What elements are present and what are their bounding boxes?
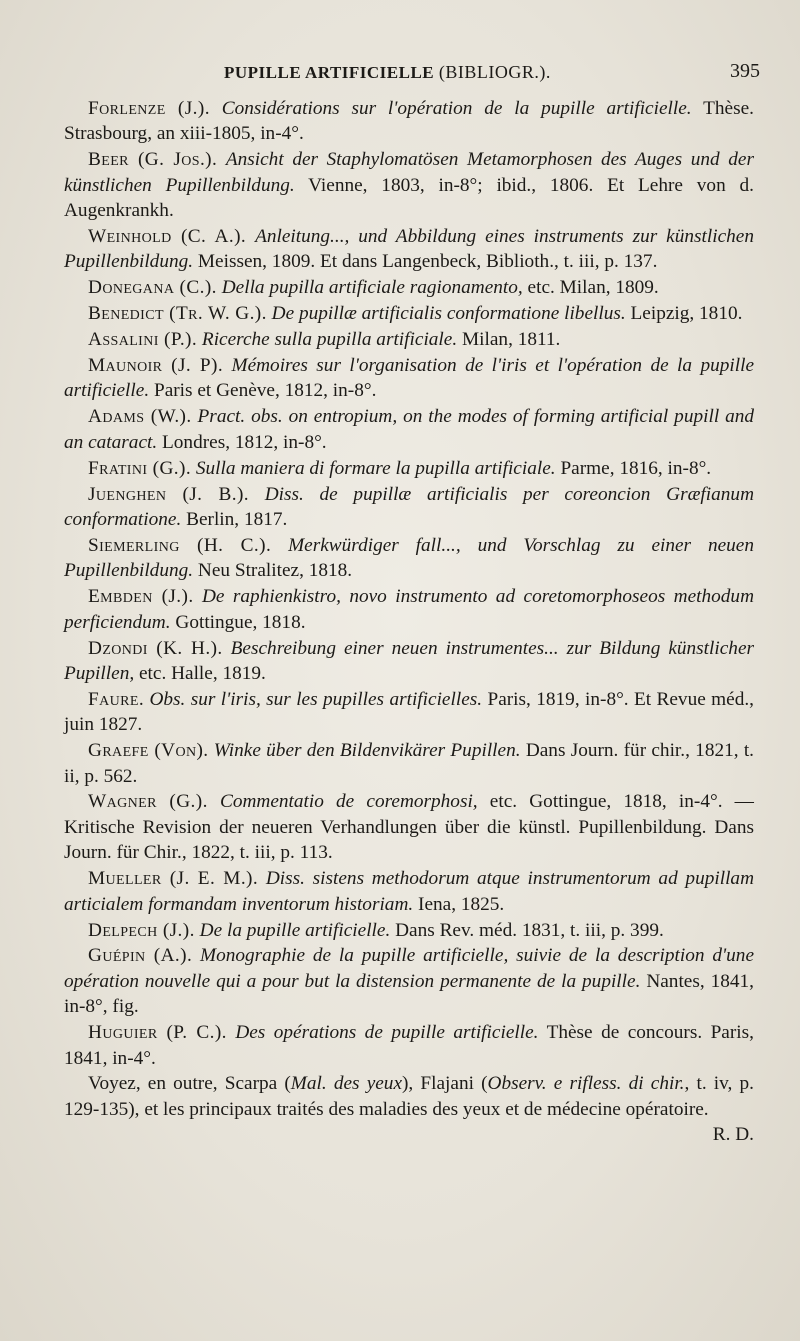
bibliography-entry: [64, 275, 754, 300]
bibliography-entry: [64, 584, 754, 635]
entry-details: Dans Journ. für chir., 1821, t. ii, p. 562.: [64, 740, 754, 787]
bibliography-entry: [64, 301, 754, 326]
bibliography-entry: [64, 943, 754, 1019]
entry-author: Juenghen (J. B.).: [88, 483, 250, 505]
entry-title: De raphienkistro, novo instrumento ad coretomorphoseos methodum perficiendum.: [64, 586, 755, 633]
entry-author: Wagner (G.).: [88, 791, 208, 813]
entry-author: Dzondi (K. H.).: [88, 637, 223, 659]
entry-details: Milan, 1811.: [462, 329, 561, 351]
entry-title: Commentatio de coremorphosi,: [219, 791, 478, 813]
entry-author: Guépin (A.).: [88, 945, 193, 967]
bibliography-entry: [64, 456, 754, 481]
entry-author: Beer (G. Jos.).: [88, 149, 218, 171]
entry-author: Maunoir (J. P).: [88, 355, 224, 377]
entry-title: Monographie de la pupille artificielle, suivie de la description d'une opération nouvelle qui a pour but la distension permanente de la pupille.: [64, 945, 754, 992]
bibliography-entry: [64, 533, 754, 584]
entry-details: Paris, 1819, in-8°. Et Revue méd., juin 1827.: [64, 688, 754, 736]
entry-title: Diss. de pupillæ artificialis per coreoncion Græfianum conformatione.: [64, 483, 754, 530]
entry-details: Neu Stralitez, 1818.: [197, 560, 353, 582]
bibliography-entry: [64, 327, 754, 352]
entry-details: Berlin, 1817.: [186, 509, 288, 530]
entry-details: Thèse de concours. Paris, 1841, in-4°.: [64, 1022, 754, 1069]
entry-details: etc. Halle, 1819.: [138, 662, 266, 684]
page-number: 395: [730, 60, 760, 82]
signature: R. D.: [712, 1124, 754, 1146]
closing-citation-flajani: Observ. e rifless. di chir.: [487, 1073, 685, 1095]
entry-title: Considérations sur l'opération de la pupille artificielle.: [221, 98, 692, 119]
bibliography-entry: [64, 482, 754, 533]
entry-title: Beschreibung einer neuen instrumentes... zur Bildung künstlicher Pupillen,: [64, 637, 755, 684]
entry-title: Merkwürdiger fall..., und Vorschlag zu einer neuen Pupillenbildung.: [64, 534, 754, 582]
entry-details: Iena, 1825.: [418, 893, 505, 915]
page-header: [64, 60, 760, 90]
entry-title: Della pupilla artificiale ragionamento,: [221, 277, 523, 299]
closing-text-2: ), Flajani (: [402, 1073, 488, 1095]
entry-author: Graefe (Von).: [88, 740, 209, 762]
bibliography-entry: [64, 1020, 754, 1071]
bibliography-entry: [64, 404, 754, 455]
bibliography-entry: [64, 636, 754, 687]
closing-text-1: Voyez, en outre, Scarpa (: [88, 1073, 291, 1095]
entry-title: De la pupille artificielle.: [199, 919, 391, 941]
bibliography-entry: [64, 918, 754, 943]
entry-title: Pract. obs. on entropium, on the modes of forming artificial pupill and an cataract.: [64, 406, 755, 453]
entry-author: Donegana (C.).: [88, 277, 217, 299]
entry-title: Diss. sistens methodorum atque instrumentorum ad pupillam articialem formandam inventorum historiam.: [64, 868, 754, 915]
running-head-subtitle: (BIBLIOGR.).: [438, 62, 551, 82]
closing-text-3: , t. iv, p. 129-135), et les principaux traités des maladies des yeux et de médecine opératoire.: [64, 1073, 754, 1120]
bibliography-entry: [64, 866, 754, 917]
closing-citation-scarpa: Mal. des yeux: [290, 1073, 403, 1095]
bibliography-entry: [64, 687, 754, 738]
entry-title: Ricerche sulla pupilla artificiale.: [201, 329, 458, 351]
entry-details: etc. Milan, 1809.: [527, 277, 659, 299]
bibliography-list: [64, 96, 754, 1148]
closing-note: [64, 1071, 754, 1146]
bibliography-entry: [64, 96, 754, 147]
entry-details: Parme, 1816, in-8°.: [560, 457, 712, 479]
entry-author: Mueller (J. E. M.).: [88, 868, 259, 890]
entry-title: Des opérations de pupille artificielle.: [235, 1022, 539, 1044]
entry-title: De pupillæ artificialis conformatione libellus.: [271, 303, 626, 325]
entry-title: Ansicht der Staphylomatösen Metamorphosen des Auges und der künstlichen Pupillenbildung.: [64, 149, 754, 196]
entry-title: Mémoires sur l'organisation de l'iris et l'opération de la pupille artificielle.: [64, 355, 754, 402]
entry-author: Adams (W.).: [88, 406, 192, 428]
entry-author: Faure.: [88, 688, 145, 710]
bibliography-entry: [64, 738, 754, 789]
running-head: [224, 62, 551, 83]
entry-title: Obs. sur l'iris, sur les pupilles artificielles.: [149, 688, 483, 710]
entry-author: Fratini (G.).: [88, 457, 192, 479]
bibliography-entry: [64, 224, 754, 275]
entry-title: Anleitung..., und Abbildung eines instruments zur künstlichen Pupillenbildung.: [64, 226, 754, 273]
entry-author: Huguier (P. C.).: [88, 1022, 227, 1044]
entry-author: Siemerling (H. C.).: [88, 534, 272, 556]
entry-details: Vienne, 1803, in-8°; ibid., 1806. Et Lehre von d. Augenkrankh.: [64, 174, 754, 222]
entry-title: Winke über den Bildenvikärer Pupillen.: [213, 740, 521, 762]
bibliography-entry: [64, 353, 754, 404]
entry-details: Dans Rev. méd. 1831, t. iii, p. 399.: [395, 919, 664, 941]
entry-author: Benedict (Tr. W. G.).: [88, 303, 267, 325]
bibliography-entry: [64, 789, 754, 865]
entry-details: Gottingue, 1818.: [175, 611, 306, 633]
entry-details: Londres, 1812, in-8°.: [162, 431, 327, 453]
entry-author: Embden (J.).: [88, 586, 194, 608]
entry-author: Forlenze (J.).: [88, 98, 210, 119]
bibliography-entry: [64, 147, 754, 223]
entry-details: etc. Gottingue, 1818, in-4°. — Kritische Revision der neueren Verhandlungen über die künstl. Pupillenbildung. Dans Journ. für Chir., 1822, t. iii, p. 113.: [64, 791, 754, 864]
entry-details: Nantes, 1841, in-8°, fig.: [64, 970, 754, 1018]
entry-title: Sulla maniera di formare la pupilla artificiale.: [195, 457, 556, 479]
entry-author: Delpech (J.).: [88, 919, 195, 941]
entry-details: Paris et Genève, 1812, in-8°.: [153, 380, 377, 402]
entry-details: Meissen, 1809. Et dans Langenbeck, Biblioth., t. iii, p. 137.: [197, 251, 658, 273]
running-head-title: PUPILLE ARTIFICIELLE: [224, 63, 435, 82]
entry-author: Weinhold (C. A.).: [88, 226, 247, 248]
entry-details: Thèse. Strasbourg, an xiii-1805, in-4°.: [64, 98, 754, 145]
entry-author: Assalini (P.).: [88, 329, 198, 351]
entry-details: Leipzig, 1810.: [630, 303, 743, 325]
